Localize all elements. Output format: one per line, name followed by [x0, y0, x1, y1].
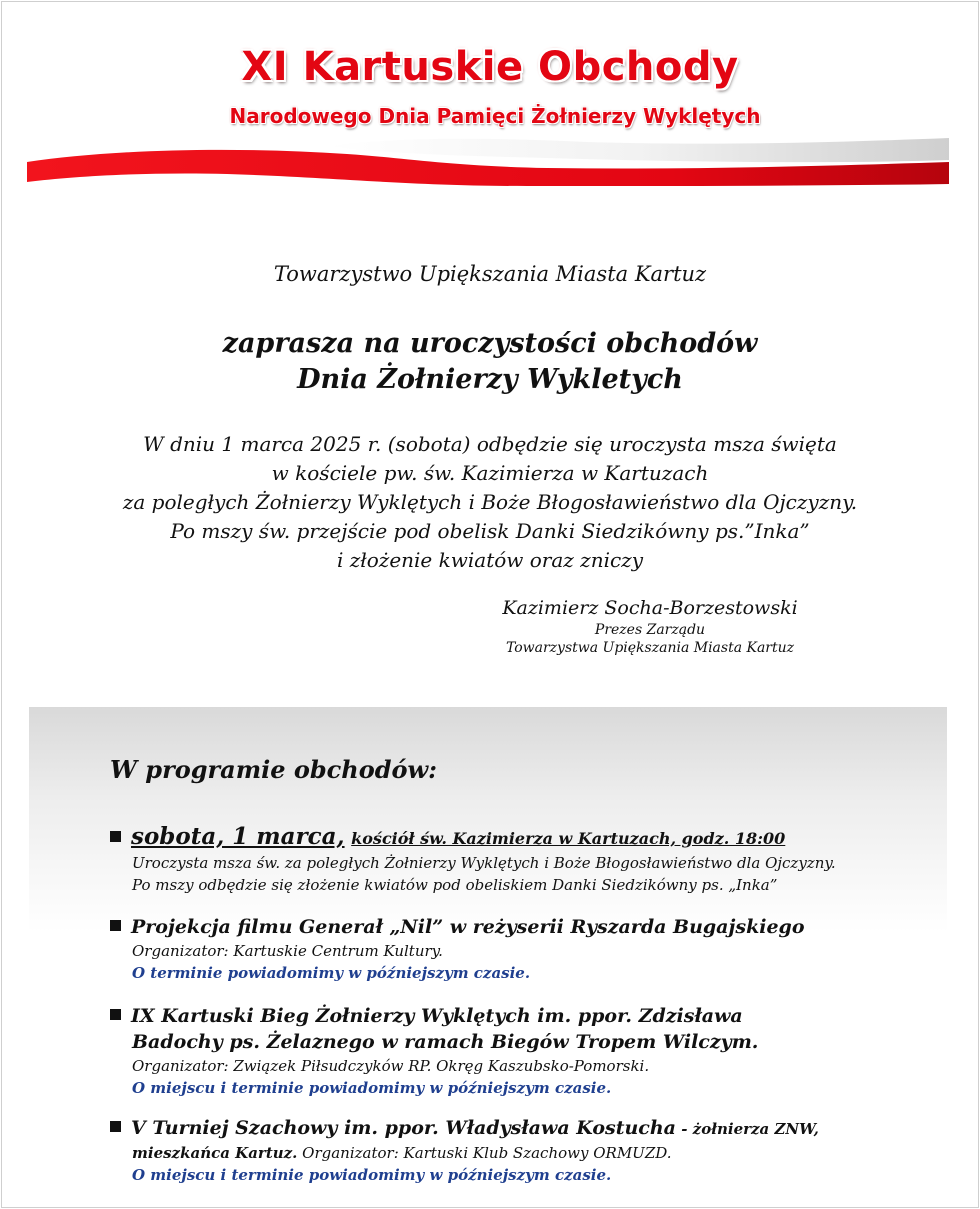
item-organizer: Organizator: Kartuskie Centrum Kultury.: [132, 942, 443, 960]
item-organizer: Organizator: Związek Piłsudczyków RP. Okręg Kaszubsko-Pomorski.: [132, 1057, 650, 1075]
announcement-text: [0, 430, 980, 575]
bullet-icon: [110, 1121, 121, 1132]
item-note: O miejscu i terminie powiadomimy w późniejszym czasie.: [132, 1079, 612, 1097]
bullet-icon: [110, 1009, 121, 1020]
item-title-continued: Badochy ps. Żelaznego w ramach Biegów Tropem Wilczym.: [132, 1031, 759, 1053]
item-title: V Turniej Szachowy im. ppor. Władysława Kostucha: [131, 1117, 676, 1139]
event-subtitle: Narodowego Dnia Pamięci Żołnierzy Wyklętych: [229, 104, 761, 128]
item-description: Po mszy odbędzie się złożenie kwiatów pod obeliskiem Danki Siedzikówny ps. „Inka”: [132, 876, 778, 894]
program-item-mass: [110, 824, 890, 896]
signature-role: Prezes Zarządu: [594, 622, 706, 638]
announcement-line: W dniu 1 marca 2025 r. (sobota) odbędzie się uroczysta msza święta: [143, 432, 837, 456]
item-day: sobota, 1 marca,: [131, 823, 345, 850]
item-description: Uroczysta msza św. za poległych Żołnierzy Wyklętych i Boże Błogosławieństwo dla Ojczyzny.: [132, 854, 836, 872]
program-item-film: [110, 914, 890, 984]
item-note: O miejscu i terminie powiadomimy w późniejszym czasie.: [132, 1166, 612, 1184]
item-resident: mieszkańca Kartuz.: [132, 1144, 298, 1162]
announcement-line: w kościele pw. św. Kazimierza w Kartuzach: [271, 461, 709, 485]
program-item-chess: [110, 1115, 890, 1186]
item-organizer: Organizator: Kartuski Klub Szachowy ORMUZD.: [297, 1144, 672, 1162]
signature-name: Kazimierz Socha-Borzestowski: [502, 597, 798, 619]
invitation-line-2: Dnia Żołnierzy Wykletych: [297, 364, 683, 395]
program-item-run: [110, 1003, 890, 1099]
bullet-icon: [110, 831, 121, 842]
signature-org: Towarzystwa Upiększania Miasta Kartuz: [505, 640, 795, 656]
bullet-icon: [110, 920, 121, 931]
item-note: O terminie powiadomimy w późniejszym czasie.: [132, 964, 531, 982]
announcement-line: za poległych Żołnierzy Wyklętych i Boże Błogosławieństwo dla Ojczyzny.: [122, 490, 858, 514]
invitation-line-1: zaprasza na uroczystości obchodów: [222, 328, 758, 359]
organizer-name: Towarzystwo Upiększania Miasta Kartuz: [273, 262, 707, 286]
invitation-heading: [0, 326, 980, 398]
flag-ribbon: [27, 132, 949, 188]
item-place: kościół św. Kazimierza w Kartuzach, godz. 18:00: [351, 829, 786, 848]
item-title: Projekcja filmu Generał „Nil” w reżyserii Ryszarda Bugajskiego: [131, 916, 805, 938]
event-title: XI Kartuskie Obchody: [241, 44, 739, 90]
item-title-suffix: - żołnierza ZNW,: [676, 1120, 819, 1138]
program-heading: W programie obchodów:: [110, 755, 438, 784]
announcement-line: i złożenie kwiatów oraz zniczy: [336, 548, 644, 572]
announcement-line: Po mszy św. przejście pod obelisk Danki Siedzikówny ps.”Inka”: [170, 519, 810, 543]
item-title: IX Kartuski Bieg Żołnierzy Wyklętych im. ppor. Zdzisława: [131, 1005, 743, 1027]
